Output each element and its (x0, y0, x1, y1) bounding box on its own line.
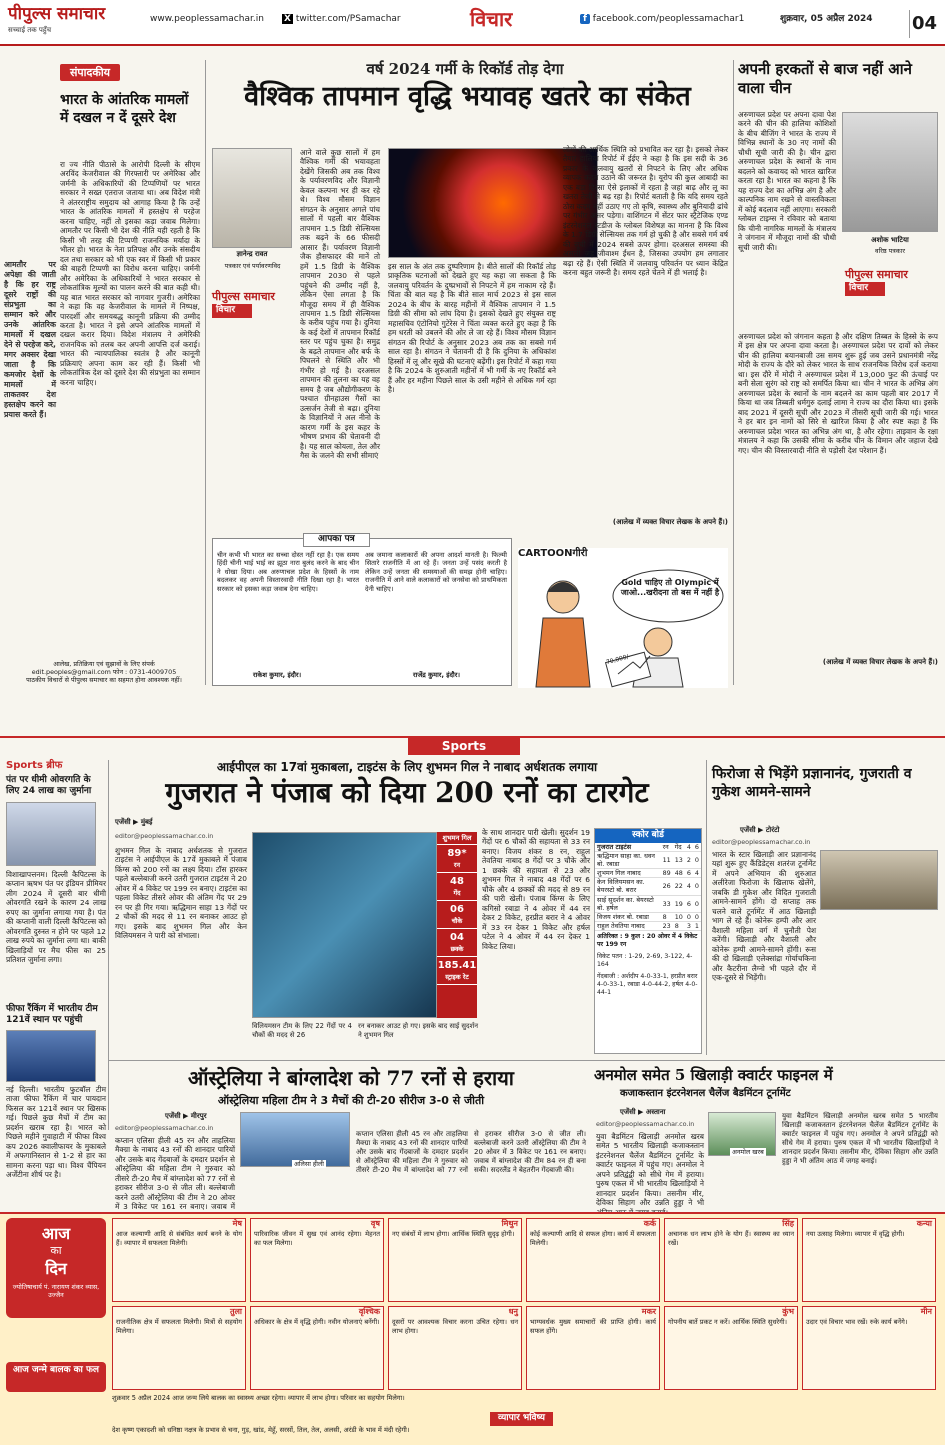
lead-body-3: लोगों की आर्थिक स्थिति को प्रभावित कर रहा है। इसको लेकर तैयार हालिया रिपोर्ट में ईईए ने कहा है कि इस सदी के 36 प्रकार के जलवायु खतरों से निपटने के लिए और अधिक व्यापक कदम उठाने की जरूरत है। यूरोप की कुल आबादी का एक बड़ा हिस्सा ऐसे इलाकों में रहता है जहां बाढ़ और लू का खतरा तेजी से बढ़ रहा है। रिपोर्ट बताती है कि यदि समय रहते ठोस कदम नहीं उठाए गए तो कृषि, स्वास्थ्य और बुनियादी ढांचे पर गंभीर असर पड़ेगा। वाशिंगटन में सेंटर फार स्ट्रैटेजिक एण्ड इंटरनेशनल स्टडीज के ग्लोबल विशेषज्ञ का मानना है कि विश्व के 1.7 डिग्री सेल्सियस तक गर्म हो चुकी है और सबसे गर्म वर्ष की सूची में 2024 सबसे ऊपर होगा। दरअसल समस्या की असली जड़ जीवाश्म ईंधन है, जिसका उपयोग हम लगातार बढ़ा रहे हैं। ऐसी स्थिति में जलवायु परिवर्तन पर ध्यान केंद्रित करना बहुत जरूरी है। समय रहते चेतने में ही भलाई है। (563, 145, 728, 278)
sports-band (0, 736, 945, 754)
panchang: ज्योतिषाचार्य पं. नारायण शंकर व्यास, उज्जैन (12, 1283, 100, 1300)
ipl-agency: एजेंसी ▶ मुंबई (115, 818, 153, 826)
website-link[interactable]: www.peoplessamachar.in (150, 14, 264, 24)
sign-name: मेष (232, 1219, 242, 1228)
column-divider (733, 60, 734, 685)
score-row: विजय शंकर बो. रबाडा 8 10 0 0 (597, 913, 699, 922)
market-text: देश कृष्ण एकादशी को धनिष्ठा नक्षत्र के प्रभाव से चना, गुड़, खांड, मेहूँ, सरसों, तिल, तेल, अलसी, अरंडी के भाव में मंदी रहेगी। (112, 1426, 410, 1434)
editorial-credits: आलेख, प्रतिक्रिया एवं सुझावों के लिए संपर्क edit.peoples@gmail.com फोन : 0731-4009705 पाठकीय विचारों से पीपुल्स समाचार का सहमत होना आवश्यक नहीं। (4, 660, 204, 685)
gill-photo (252, 832, 437, 1018)
sign-grid (112, 1218, 940, 1392)
facebook-icon: f (580, 14, 590, 24)
score-row: केन विलियमसन का. बेयरस्टो बो. बरार 26 22 4 0 (597, 878, 699, 895)
sign-name: कर्क (643, 1219, 656, 1228)
score-bowling: गेंदबाजी : अर्शदीप 4-0-33-1, हरप्रीत बरार 4-0-33-1, रबाडा 4-0-44-2, हर्षल 4-0-44-1 (597, 973, 698, 997)
sign-text: राजनीतिक क्षेत्र में सफलता मिलेगी। मित्रों से सहयोग मिलेगा। (116, 1318, 242, 1335)
football-photo (6, 1030, 96, 1082)
brief-1-head: पंत पर धीमी ओवरगति के लिए 24 लाख का जुर्माना (6, 774, 92, 797)
brief-1-body: विशाखापत्तनम। दिल्ली कैपिटल्स के कप्तान ऋषभ पंत पर इंडियन प्रीमियर लीग 2024 में दूसरी बार धीमी ओवरगति रखने के कारण 24 लाख रुपए का जुर्माना लगाया गया है। पंत की कप्तानी वाली दिल्ली कैपिटल्स को ओवरगति दुरुस्त न होने पर पहले 12 लाख रुपये का जुर्माना लगा था। बाकी खिलाड़ियों पर मैच फीस का 25 प्रतिशत जुर्माना लगा। (6, 869, 106, 965)
stat-item: 06 चौके (437, 901, 477, 929)
brief-2-body: नई दिल्ली। भारतीय फुटबॉल टीम ताजा फीफा रैंकिंग में चार पायदान फिसल कर 121वें स्थान पर खिसक गई। पिछले कुछ मैचों में टीम का प्रदर्शन खराब रहा है। भारत को पिछले महीने गुवाहाटी में फीफा विश्व कप 2026 क्वालीफायर के मुकाबले में अफगानिस्तान से 1-2 से हार का सामना करना पड़ा था। विश्व चैंपियन अर्जेंटीना शीर्ष पर है। (6, 1084, 106, 1180)
aaj-ka-din: आज का दिन ज्योतिषाचार्य पं. नारायण शंकर व्यास, उज्जैन (6, 1218, 106, 1318)
child-text: शुक्रवार 5 अप्रैल 2024 आज जन्म लिये बालक का स्वास्थ्य अच्छा रहेगा। व्यापार में लाभ होगा। परिवार का सहयोग मिलेगा। (112, 1394, 405, 1402)
sign-name: कन्या (916, 1219, 932, 1228)
sign-text: नए संबंधों में लाभ होगा। आर्थिक स्थिति सुदृढ़ होगी। (392, 1230, 515, 1239)
aus-email[interactable]: editor@peoplessamachar.co.in (115, 1124, 214, 1132)
brand-box: पीपुल्स समाचार विचार (212, 290, 292, 318)
sign-box (664, 1218, 798, 1302)
sign-text: अधिकार के क्षेत्र में वृद्धि होगी। नवीन योजनाएं बनेंगी। (254, 1318, 380, 1327)
sign-text: पारिवारिक जीवन में सुख एवं आनंद रहेगा। मेहनत का फल मिलेगा। (254, 1230, 380, 1247)
sign-box (250, 1218, 384, 1302)
chess-photo (820, 850, 938, 910)
section-divider (108, 1060, 945, 1061)
sports-banner: Sports (408, 737, 520, 755)
sign-box (388, 1218, 522, 1302)
section-title: विचार (470, 7, 513, 31)
aus-headline: ऑस्ट्रेलिया ने बांग्लादेश को 77 रनों से हराया (188, 1066, 514, 1090)
score-extra: अतिरिक्त : 9 कुल : 20 ओवर में 4 विकेट पर 199 रन (597, 933, 698, 949)
brief-2-head: फीफा रैंकिंग में भारतीय टीम 121वें स्थान पर पहुंची (6, 1003, 98, 1026)
aus-body: कप्तान एलिसा हीली 45 रन और ताहलिया मैक्ग्रा के नाबाद 43 रनों की शानदार पारियों और उसके बाद गेंदबाजों के दमदार प्रदर्शन से ऑस्ट्रेलिया की महिला टीम ने गुरुवार को तीसरे टी-20 मैच में बांग्लादेश को 77 रनों से हराकर सीरीज 3-0 से जीत ली। बल्लेबाजी करने उतरी ऑस्ट्रेलिया की टीम ने 20 ओवर में 3 विकेट पर 161 रन बनाए। जवाब में (115, 1136, 235, 1212)
x-icon: X (284, 14, 291, 24)
stat-item: 89* रन (437, 845, 477, 873)
editorial-tag: संपादकीय (60, 64, 120, 81)
ipl-body-2: के साथ शानदार पारी खेली। सुदर्शन 19 गेंदों पर 6 चौकों की सहायता से 33 रन बनाए। विजय शंकर 8 रन, राहुल तेवतिया नाबाद 8 गेंदों पर 3 चौके और 1 छक्के की सहायता से 23 और शुभमन गिल ने नाबाद 48 गेंदों पर 6 चौके और 4 छक्कों की मदद से 89 रन की पारी खेली। पंजाब किंग्स के लिए कगिसो रबाडा ने 4 ओवर में 44 रन देकर 2 विकेट, हरप्रीत बरार ने 4 ओवर में 33 रन देकर 1 विकेट और हर्षल पटेल ने 4 ओवर में 44 रन देकर 1 विकेट लिया। (482, 828, 590, 951)
opinion-author: अशोक भाटिया (871, 236, 909, 244)
sign-box (802, 1218, 936, 1302)
facebook-link[interactable]: f facebook.com/peoplessamachar1 (580, 14, 744, 26)
sign-box (388, 1306, 522, 1390)
date: शुक्रवार, 05 अप्रैल 2024 (780, 14, 873, 24)
sign-box (526, 1306, 660, 1390)
aus-agency: एजेंसी ▶ मीरपुर (165, 1112, 207, 1120)
sign-name: धनु (508, 1307, 518, 1316)
editorial-body: रा ज्य नीति पीठासे के आरोपी दिल्ली के सीएम अरविंद केजरीवाल की गिरफ्तारी पर अमेरिका और जर्मनी के अधिकारियों की टिप्पणियों पर भारत सरकार ने सख्त एतराज जताया था। अब विदेश मंत्री ने अंतरराष्ट्रीय समुदाय को आगाह किया है कि उन्हें भारत के आंतरिक मामलों में हस्तक्षेप से परहेज करना चाहिए, नहीं तो इसका कड़ा जवाब मिलेगा। आमतौर पर किसी भी देश की नीति यही रहती है कि किसी भी तरह की टिप्पणी राजनयिक मर्यादा के भीतर हो। भारत के नेता प्रतिपक्ष और उनके संसदीय दल तथा सरकार को भी एक स्वर में किसी भी प्रकार की बाहरी टिप्पणी का विरोध करना चाहिए। जर्मनी और अमेरिका के अधिकारियों ने भारत सरकार से लोकतांत्रिक मूल्यों का पालन करने की बात कही थी। यह बात भारत सरकार को नागवार गुजरी। अमेरिका ने कहा कि वह केजरीवाल के मामले में निष्पक्ष, पारदर्शी और समयबद्ध कानूनी प्रक्रिया की उम्मीद करता है। भारत ने इसे अपने आंतरिक मामलों में दखल करार दिया। विदेश मंत्रालय ने अमेरिकी राजनयिक को तलब कर अपनी आपत्ति दर्ज कराई। भारत की न्यायपालिका स्वतंत्र है और कानूनी प्रक्रियाएं अपना काम कर रही हैं। किसी भी लोकतांत्रिक देश को दूसरे देश की संप्रभुता का सम्मान करना चाहिए। (60, 160, 200, 387)
ipl-headline: गुजरात ने पंजाब को दिया 200 रनों का टारगेट (165, 776, 649, 809)
pull-quote: आमतौर पर अपेक्षा की जाती है कि हर राष्ट्र दूसरे राष्ट्रों की संप्रभुता का सम्मान करे और उनके आंतरिक मामलों में दखल देने से परहेज करे, मगर अक्सर देखा जाता है कि कमजोर देशों के मामलों में ताकतवर देश हस्तक्षेप करने का प्रयास करते हैं। (4, 260, 56, 419)
column-divider (108, 760, 109, 1130)
letters-box (212, 534, 512, 686)
ipl-email[interactable]: editor@peoplessamachar.co.in (115, 832, 214, 840)
opinion-author-desc: वरिष्ठ पत्रकार (875, 247, 905, 255)
score-row: साई सुदर्शन का. बेयरस्टो बो. हर्षल 33 19 6 0 (597, 895, 699, 912)
letter-2: अब जमाना कलाकारों की अपना आदर्श मानती है। फिल्मी सितारे राजनीति में आ रहे हैं। जनता उन्हें पसंद करती है लेकिन उन्हें जनता की समस्याओं की समझ होनी चाहिए। राजनीति में आने वाले कलाकारों को जनसेवा को प्राथमिकता देनी चाहिए। (365, 551, 507, 593)
twitter-link[interactable]: X twitter.com/PSamachar (284, 14, 401, 24)
scoreboard (594, 828, 702, 1054)
letters-title: आपका पत्र (303, 533, 370, 547)
badminton-headline: अनमोल समेत 5 खिलाड़ी क्वार्टर फाइनल में (594, 1066, 833, 1084)
market-label: व्यापार भविष्य (490, 1412, 553, 1426)
sign-text: आज कल्याणी आदि से संबंधित कार्य बनने के योग हैं। व्यापार में सफलता मिलेगी। (116, 1230, 242, 1247)
column-divider (205, 60, 206, 685)
ipl-caption-2: रन बनाकर आउट हो गए। इसके बाद साई सुदर्शन ने शुभमन गिल (358, 1022, 478, 1039)
lead-body-1: आने वाले कुछ सालों में हम वैश्विक गर्मी की भयावहता देखेंगे जिसकी अब तक विश्व के पर्यावरणविद और विज्ञानी केवल कल्पना भर ही कर रहे थे। विश्व मौसम विज्ञान संगठन के अनुसार अगले पांच सालों में पहली बार वैश्विक तापमान 1.5 डिग्री सेल्सियस तक बढ़ने के 66 फीसदी आसार हैं। पर्यावरण विज्ञानी जैक हौसफादर की मानें तो हमें 1.5 डिग्री के वैश्विक तापमान 2030 से पहले पहुंचने की उम्मीद नहीं है, लेकिन ऐसा लगता है कि मौजूदा समय में ही वैश्विक तापमान 1.5 डिग्री सेल्सियस के करीब पहुंच गया है। दुनिया के कई देशों में तापमान रिकॉर्ड स्तर पर पहुंच चुका है। समुद्र के बढ़ते तापमान और बर्फ के पिघलने से स्थिति और भी गंभीर हो गई है। दरअसल तापमान की तुलना का यह वह समय है जब औद्योगीकरण के पश्चात ग्रीनहाउस गैसों का उत्सर्जन तेजी से बढ़ा। दुनिया के विज्ञानियों ने अल नीनो के कारण गर्मी के इस कहर के भीषण प्रभाव की चेतावनी दी है। यह साल कोयला, तेल और गैस के जलने की सभी सीमाएं (300, 148, 380, 460)
editorial-headline: भारत के आंतरिक मामलों में दखल न दें दूसरे देश (60, 92, 189, 126)
sign-box (250, 1306, 384, 1390)
cartoon-price: 70,000/- (605, 652, 632, 667)
ipl-kicker: आईपीएल का 17वां मुकाबला, टाइटंस के लिए शुभमन गिल ने नाबाद अर्धशतक लगाया (216, 760, 598, 774)
healy-photo (240, 1112, 350, 1167)
sign-text: अचानक धन लाभ होने के योग हैं। स्वास्थ्य का ध्यान रखें। (668, 1230, 794, 1247)
sign-name: वृष (370, 1219, 380, 1228)
lead-body-2: इस साल के अंत तक दुष्परिणाम है। बीते सालों की रिकॉर्ड तोड़ प्राकृतिक घटनाओं को देखते हुए यह कहा जा सकता है कि जलवायु परिवर्तन के दुष्प्रभावों से निपटने में हम नाकाम रहे हैं। चिंता की बात यह है कि बीते साल मार्च 2023 से इस साल 2024 के बीच के बारह महीनों में वैश्विक तापमान ने 1.5 डिग्री की सीमा को लांघ दिया है। इसको देखते हुए संयुक्त राष्ट्र महासचिव एंटोनियो गुटेरेस ने चिंता व्यक्त करते हुए कहा है कि हम धरती को उबलने की ओर ले जा रहे हैं। विश्व मौसम विज्ञान संगठन की रिपोर्ट के अनुसार 2023 अब तक का सबसे गर्म साल रहा है। संगठन ने चेतावनी दी है कि दुनिया के अधिकांश हिस्सों में लू और सूखे की घटनाएं बढ़ेंगी। इस रिपोर्ट में कहा गया है कि 2024 के शुरुआती महीनों में भी गर्मी के नए रिकॉर्ड बने हैं और हर महीना पिछले साल के उसी महीने से अधिक गर्म रहा है। (388, 262, 556, 395)
score-table: गुजरात टाइटंस रन गेंद 4 6 ऋद्धिमान साहा का. धवन बो. रबाडा 11 13 2 0 शुभमन गिल नाबाद 89 48 6 4 केन विलियमसन का. बेयरस्टो बो. बरार 26 22 4 0 साई सुदर्शन का. बेयरस्टो बो. हर्षल 33 19 6 0 विजय शंकर बो. रबाडा 8 10 0 0 राहुल तेवतिया नाबाद 23 8 3 1 (597, 842, 699, 931)
sign-box (112, 1306, 246, 1390)
sign-text: भाग्यवर्धक मुख्य समाचारों की प्राप्ति होगी। कार्य सफल होंगे। (530, 1318, 656, 1335)
badminton-body-2: युवा बैडमिंटन खिलाड़ी अनमोल खरब समेत 5 भारतीय खिलाड़ी कजाकस्तान इंटरनेशनल चैलेंज बैडमिंटन टूर्नामेंट के क्वार्टर फाइनल में पहुंच गए। अनमोल ने अपने प्रतिद्वंद्वी को सीधे गेम में हराया। पुरुष एकल में भी भारतीय खिलाड़ियों ने शानदार प्रदर्शन किया। तसनीम मीर, देविका सिहाग और उन्नति हुड्डा ने भी अंतिम आठ में जगह बनाई। (782, 1112, 938, 1165)
sign-box (526, 1218, 660, 1302)
cartoon-bubble: Gold चाहिए तो Olympic में जाओ...खरीदना तो बस में नहीं है (620, 578, 720, 598)
chess-agency: एजेंसी ▶ टोरंटो (740, 826, 780, 834)
badminton-body: युवा बैडमिंटन खिलाड़ी अनमोल खरब समेत 5 भारतीय खिलाड़ी कजाकस्तान इंटरनेशनल चैलेंज बैडमिंटन टूर्नामेंट के क्वार्टर फाइनल में पहुंच गए। अनमोल ने अपने प्रतिद्वंद्वी को सीधे गेम में हराया। पुरुष एकल में भी भारतीय खिलाड़ियों ने शानदार प्रदर्शन किया। तसनीम मीर, देविका सिहाग और उन्नति हुड्डा ने भी (596, 1132, 704, 1208)
sign-text: दूसरों पर आवश्यक विचार करना उचित रहेगा। धन लाभ होगा। (392, 1318, 518, 1335)
author-name: ज्ञानेन्द्र रावत (236, 250, 268, 258)
sign-box (664, 1306, 798, 1390)
lead-kicker: वर्ष 2024 गर्मी के रिकॉर्ड तोड़ देगा (366, 60, 564, 78)
letter-1: चीन कभी भी भारत का सच्चा दोस्त नहीं रहा है। एक समय हिंदी चीनी भाई भाई का झूठा नारा बुलंद करने के बाद चीन ने धोखा दिया। अब अरुणाचल प्रदेश के हिस्सों के नाम बदलकर वह अपनी विस्तारवादी नीति दिखा रहा है। भारत सरकार को इसका कड़ा जवाब देना चाहिए। (217, 551, 359, 593)
pant-photo (6, 802, 96, 866)
stat-item: 185.41 स्ट्राइक रेट (437, 957, 477, 985)
author-desc: पत्रकार एवं पर्यावरणविद (224, 262, 281, 270)
score-row: राहुल तेवतिया नाबाद 23 8 3 1 (597, 922, 699, 931)
sign-text: नया उत्साह मिलेगा। व्यापार में वृद्धि होगी। (806, 1230, 905, 1239)
sign-name: मिथुन (501, 1219, 518, 1228)
child-title: आज जन्मे बालक का फल (6, 1362, 106, 1392)
stats-panel (437, 832, 477, 1018)
sign-box (802, 1306, 936, 1390)
aus-body-2: कप्तान एलिसा हीली 45 रन और ताहलिया मैक्ग्रा के नाबाद 43 रनों की शानदार पारियों और उसके बाद गेंदबाजों के दमदार प्रदर्शन से ऑस्ट्रेलिया की महिला टीम ने गुरुवार को तीसरे टी-20 मैच में बांग्लादेश को 77 रनों से हराकर सीरीज 3-0 से जीत ली। बल्लेबाजी करने उतरी ऑस्ट्रेलिया की टीम ने 20 ओवर में 3 विकेट पर 161 रन बनाए। जवाब में बांग्लादेश की टीम 84 रन ही बना सकी। सदरलैंड ने बेहतरीन गेंदबाजी की। (356, 1130, 586, 1174)
sign-name: कुंभ (782, 1307, 794, 1316)
score-fow: विकेट पतन : 1-29, 2-69, 3-122, 4-164 (597, 953, 693, 969)
sign-box (112, 1218, 246, 1302)
brief-tag: Sports ब्रीफ (6, 760, 63, 771)
stat-item: 48 गेंद (437, 873, 477, 901)
lead-note: (आलेख में व्यक्त विचार लेखक के अपने हैं।) (612, 518, 728, 526)
aus-subhead: ऑस्ट्रेलिया महिला टीम ने 3 मैचों की टी-20 सीरीज 3-0 से जीती (217, 1094, 485, 1107)
sign-name: मीन (920, 1307, 932, 1316)
badminton-agency: एजेंसी ▶ अस्ताना (620, 1108, 666, 1116)
letter-1-sign: राकेश कुमार, इंदौर। (253, 671, 302, 679)
brand-box: पीपुल्स समाचार विचार (845, 268, 938, 296)
sign-name: वृश्चिक (358, 1307, 380, 1316)
author-photo (212, 148, 292, 248)
scoreboard-title: स्कोर बोर्ड (595, 829, 701, 843)
editorial-email[interactable]: edit.peoples@gmail.com फोन : 0731-4009705 (31, 668, 177, 677)
chess-headline: फिरोजा से भिड़ेंगे प्रज्ञानानंद, गुजराती व गुकेश आमने-सामने (712, 766, 912, 800)
anmol-caption: अनमोल खरब (732, 1148, 764, 1156)
opinion-body-1: अरुणाचल प्रदेश पर अपना दावा पेश करने की चीन की हालिया कोशिशों के बीच बीजिंग ने भारत के राज्य में विभिन्न स्थानों के 30 नए नामों की चौथी सूची जारी की है। चीन द्वारा अरुणाचल प्रदेश के स्थानों के नाम बदलने को कवायद को भारत खारिज करता रहा है। भारत का कहना है कि यह राज्य देश का अभिन्न अंग है और काल्पनिक नाम रखने से वास्तविकता में कोई बदलाव नहीं आएगा। सरकारी ग्लोबल टाइम्स ने रविवार को बताया कि चीनी नागरिक मामलों के मंत्रालय ने जंगनान में मौजूदा नामों की चौथी सूची जारी की। (738, 110, 836, 252)
page-number: 04 (909, 10, 939, 38)
cartoon (518, 548, 728, 688)
healy-caption: अलिसा हीली (294, 1160, 324, 1168)
sign-name: तुला (229, 1307, 242, 1316)
opinion-body-2: अरुणाचल प्रदेश को जंगनान कहता है और दक्षिण तिब्बत के हिस्से के रूप में इस क्षेत्र पर अपना दावा करता है। अरुणाचल प्रदेश पर दावों को लेकर चीन की हालिया बयानबाजी उस समय शुरू हुई जब उसने प्रधानमंत्री नरेंद्र मोदी के राज्य के दौरे को लेकर भारत के साथ राजनयिक विरोध दर्ज कराया था। इस दौरे में मोदी ने अरुणाचल प्रदेश में 13,000 फुट की ऊंचाई पर बनी सेला सुरंग को राष्ट्र को समर्पित किया था। चीन ने भारत के अभिन्न अंग अरुणाचल प्रदेश के स्थानों के नाम बदलने का काम पहली बार 2017 में किया था जब तिब्बती धर्मगुरु दलाई लामा ने राज्य का दौरा किया था। इसके बाद 2021 में दूसरी सूची और 2023 में तीसरी सूची जारी की गई। भारत ने हर बार इन नामों को सिरे से खारिज किया है और स्पष्ट कहा है कि अरुणाचल प्रदेश भारत का अभिन्न अंग था, है और रहेगा। ताइवान के रक्षा मंत्रालय ने कहा कि उसकी सीमा के करीब चीन के विमान और जहाज देखे गए। चीन की विस्तारवादी नीति से पड़ोसी देश परेशान हैं। (738, 332, 938, 455)
ipl-caption-1: विलियमसन टीम के लिए 22 गेंदों पर 4 चौकों की मदद से 26 (252, 1022, 352, 1039)
score-row: शुभमन गिल नाबाद 89 48 6 4 (597, 869, 699, 878)
editorial-column (60, 66, 200, 80)
lead-headline: वैश्विक तापमान वृद्धि भयावह खतरे का संकेत (244, 81, 691, 112)
stat-item: 04 छक्के (437, 929, 477, 957)
stats-player: शुभमन गिल (437, 832, 477, 845)
masthead (0, 0, 945, 46)
ipl-body-1: शुभमन गिल के नाबाद अर्धशतक से गुजरात टाइटंस ने आईपीएल के 17वें मुकाबले में पंजाब किंग्स को 200 रनों का लक्ष्य दिया। टॉस हारकर पहले बल्लेबाजी करने उतरी गुजरात टाइटंस ने 20 ओवर में 4 विकेट पर 199 रन बनाए। टाइटंस का पहला विकेट तीसरे ओवर की अंतिम गेंद पर 29 रन पर ही गिर गया। ऋद्धिमान साहा 13 गेंदों पर 2 चौकों की मदद से 11 रन बनाकर आउट हो गए। इसके बाद शुभमन गिल और केन विलियमसन ने पारी को संभाला। (115, 846, 247, 941)
chess-email[interactable]: editor@peoplessamachar.co.in (712, 838, 811, 846)
opinion-headline: अपनी हरकतों से बाज नहीं आने वाला चीन (738, 60, 912, 97)
sign-text: कोई कल्याणी आदि से सफल होगा। कार्य में सफलता मिलेगी। (530, 1230, 656, 1247)
sign-name: सिंह (782, 1219, 794, 1228)
badminton-subhead: कजाकस्तान इंटरनेशनल चैलेंज बैडमिंटन टूर्नामेंट (620, 1088, 791, 1099)
author-photo (842, 112, 938, 232)
cartoon-title: CARTOONगीरी (518, 548, 588, 559)
chess-body: भारत के स्टार खिलाड़ी आर प्रज्ञानानंद यहां शुरू हुए कैंडिडेट्स शतरंज टूर्नामेंट में अपने अभियान की शुरुआत अलीरेजा फिरोजा के खिलाफ खेलेंगे, जबकि डी गुकेश और विदित गुजराती आमने-सामने होंगे। दो सप्ताह तक चलने वाले टूर्नामेंट में आठ खिलाड़ी भाग ले रहे हैं। कोनेरू हम्पी और आर वैशाली महिला वर्ग में चुनौती पेश करेंगी। खिलाड़ी और वैशाली और कोनेरू हम्पी आमने-सामने होंगी। रूस की दो खिलाड़ी एलेक्सांद्रा गोर्याचकिना और कैटरीना लैग्नो भी पहले दौर में एक-दूसरे से भिड़ेंगी। (712, 850, 816, 983)
logo[interactable]: पीपुल्स समाचार सच्चाई तक पहुँच (8, 4, 106, 34)
badminton-email[interactable]: editor@peoplessamachar.co.in (596, 1120, 695, 1128)
sign-name: मकर (641, 1307, 656, 1316)
letter-2-sign: राजेंद्र कुमार, इंदौर। (413, 671, 460, 679)
sports-brief (6, 760, 106, 1180)
score-row: ऋद्धिमान साहा का. धवन बो. रबाडा 11 13 2 0 (597, 851, 699, 868)
sign-text: उदार एवं विचार भाव रखें। रुके कार्य बनेंगे। (806, 1318, 908, 1327)
opinion-note: (आलेख में व्यक्त विचार लेखक के अपने हैं।) (822, 658, 938, 666)
sign-text: गोपनीय बातें प्रकट न करें। आर्थिक स्थिति सुधरेगी। (668, 1318, 787, 1327)
column-divider (706, 760, 707, 1055)
